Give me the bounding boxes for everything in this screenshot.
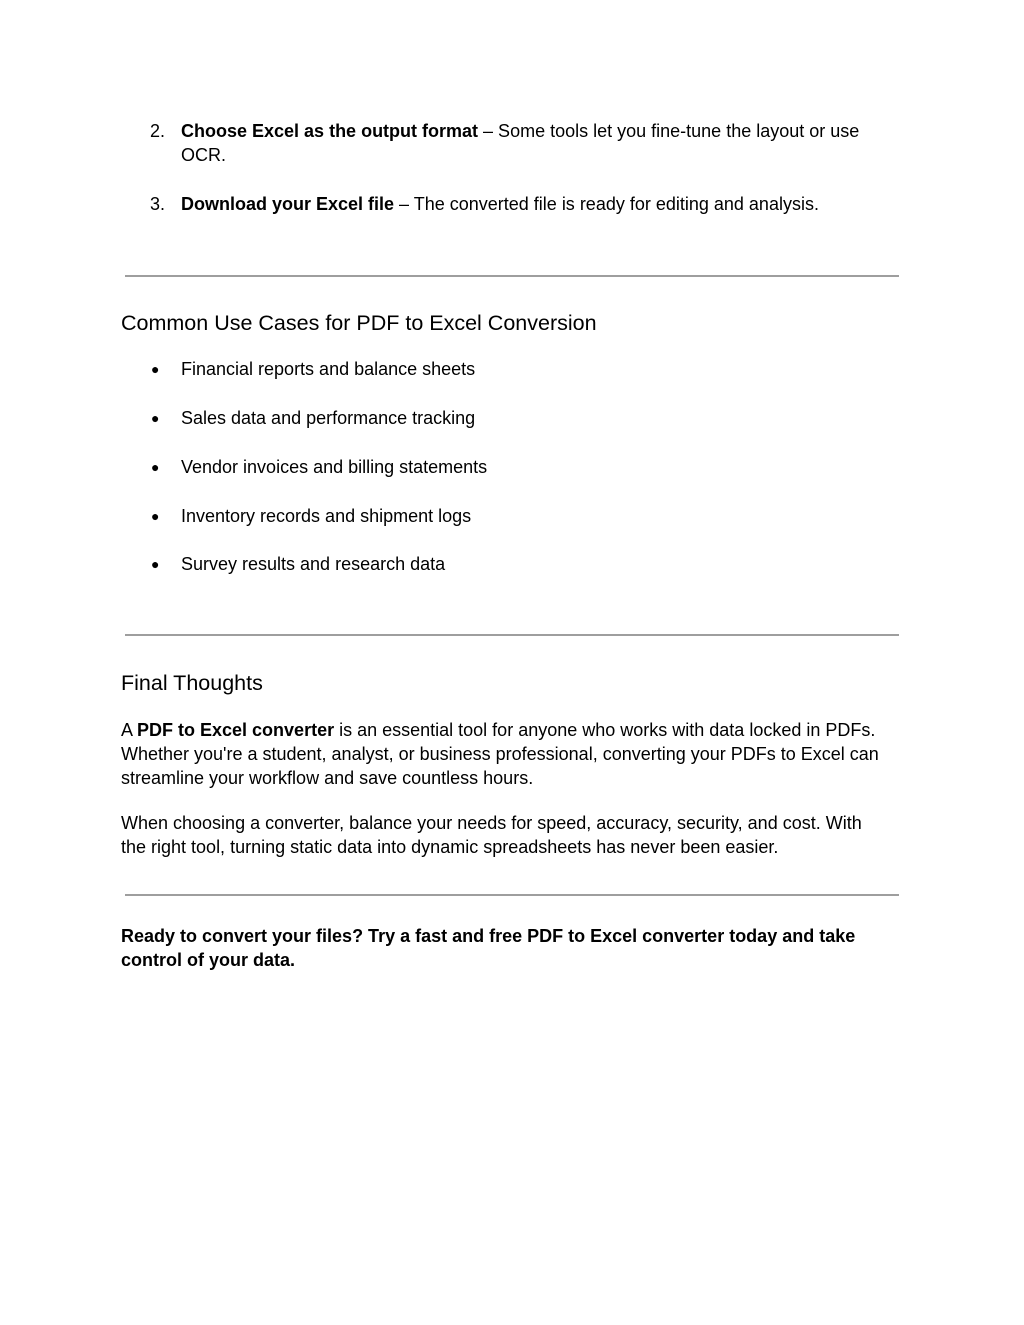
- section-heading-final-thoughts: Final Thoughts: [121, 671, 263, 695]
- bullet-text: Sales data and performance tracking: [181, 408, 476, 428]
- paragraph-prefix: A: [121, 720, 138, 740]
- horizontal-divider: [125, 275, 899, 277]
- paragraph-line: [121, 718, 911, 742]
- bullet-text: Vendor invoices and billing statements: [181, 457, 488, 477]
- horizontal-divider: [125, 634, 899, 636]
- bullet-text: Financial reports and balance sheets: [181, 359, 476, 379]
- paragraph-line: the right tool, turning static data into dynamic spreadsheets has never been easier.: [121, 837, 779, 857]
- bullet-icon: ●: [151, 410, 160, 426]
- paragraph-advice: [121, 811, 911, 859]
- step-description: – The converted file is ready for editing and analysis.: [394, 194, 819, 214]
- paragraph-line: When choosing a converter, balance your needs for speed, accuracy, security, and cost. With: [121, 813, 862, 833]
- bullet-item: [151, 357, 476, 381]
- horizontal-divider: [125, 894, 899, 896]
- paragraph-line: streamline your workflow and save countless hours.: [121, 768, 534, 788]
- paragraph-text: is an essential tool for anyone who works with data locked in PDFs.: [334, 720, 876, 740]
- bullet-text: Inventory records and shipment logs: [181, 506, 472, 526]
- bullet-item: [151, 552, 446, 576]
- section-heading-use-cases: Common Use Cases for PDF to Excel Conversion: [121, 311, 597, 335]
- paragraph-intro: [121, 718, 911, 790]
- list-item-step-3: [150, 192, 901, 216]
- cta-line: control of your data.: [121, 950, 296, 970]
- step-number: 3.: [150, 194, 166, 214]
- step-description: – Some tools let you fine-tune the layout or use: [478, 121, 860, 141]
- cta-line: Ready to convert your files? Try a fast and free PDF to Excel converter today and take: [121, 926, 856, 946]
- bullet-icon: ●: [151, 361, 160, 377]
- step-title: Choose Excel as the output format: [181, 121, 479, 141]
- step-number: 2.: [150, 121, 166, 141]
- paragraph-line: Whether you're a student, analyst, or business professional, converting your PDFs to Excel can: [121, 744, 879, 764]
- bullet-icon: ●: [151, 556, 160, 572]
- step-line-1: [181, 119, 901, 143]
- paragraph-bold-term: PDF to Excel converter: [137, 720, 335, 740]
- bullet-icon: ●: [151, 508, 160, 524]
- bullet-icon: ●: [151, 459, 160, 475]
- list-item-step-2: [150, 119, 901, 167]
- step-title: Download your Excel file: [181, 194, 395, 214]
- step-line-2: OCR.: [181, 145, 226, 165]
- step-line-1: [181, 192, 901, 216]
- call-to-action: [121, 924, 911, 972]
- bullet-item: [151, 406, 476, 430]
- bullet-text: Survey results and research data: [181, 554, 446, 574]
- bullet-item: [151, 455, 488, 479]
- bullet-item: [151, 504, 472, 528]
